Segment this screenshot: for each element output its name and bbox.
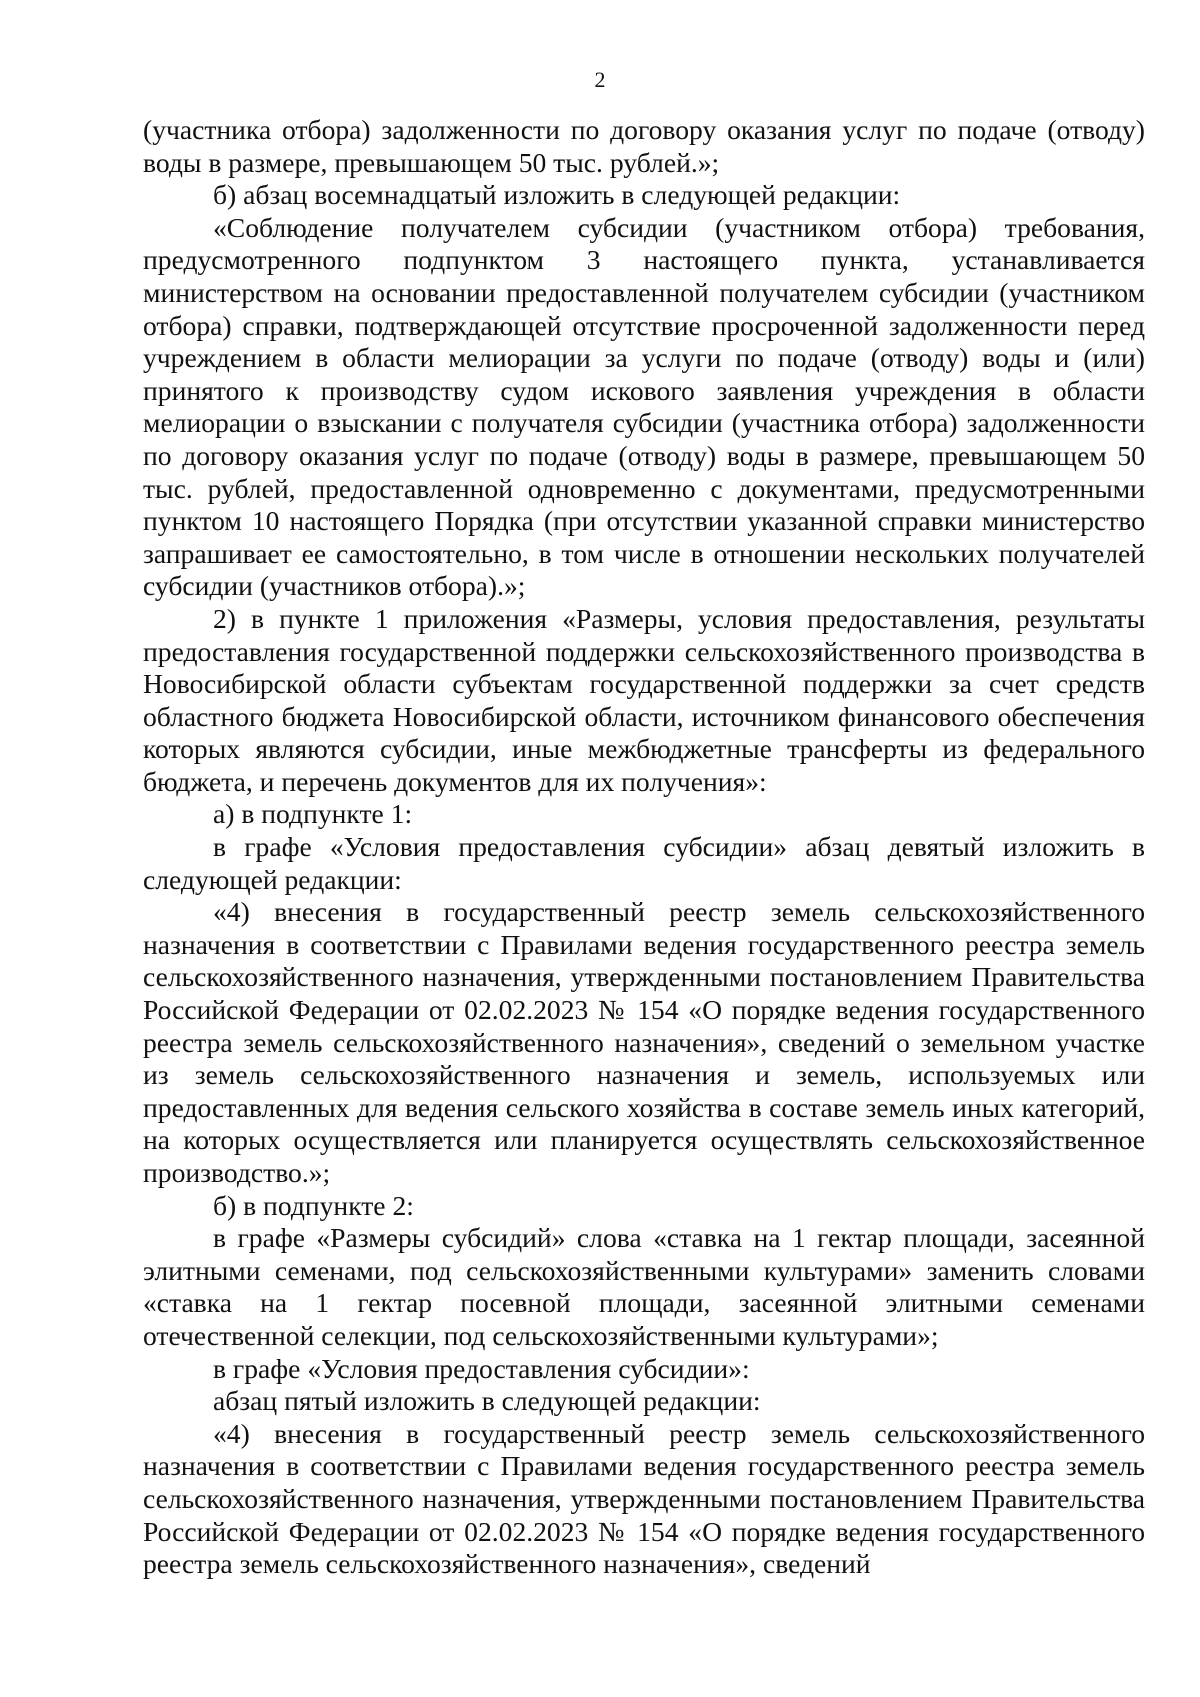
paragraph: «Соблюдение получателем субсидии (участником отбора) требования, предусмотренного подпунктом 3 настоящего пункта, устанавливается министерством на основании предоставленной получателем субсидии (участником отбора) справки, подтверждающей отсутствие просроченной задолженности перед учреждением в области мелиорации за услуги по подаче (отводу) воды и (или) принятого к производству судом искового заявления учреждения в области мелиорации о взыскании с получателя субсидии (участника отбора) задолженности по договору оказания услуг по подаче (отводу) воды в размере, превышающем 50 тыс. рублей, предоставленной одновременно с документами, предусмотренными пунктом 10 настоящего Порядка (при отсутствии указанной справки министерство запрашивает ее самостоятельно, в том числе в отношении нескольких получателей субсидии (участников отбора).»; bbox=[143, 211, 1145, 602]
paragraph: в графе «Условия предоставления субсидии» абзац девятый изложить в следующей редакции: bbox=[143, 831, 1145, 895]
page-number: 2 bbox=[594, 67, 606, 92]
paragraph: б) абзац восемнадцатый изложить в следующей редакции: bbox=[213, 179, 901, 211]
paragraph: в графе «Условия предоставления субсидии»: bbox=[213, 1352, 750, 1384]
paragraph: в графе «Размеры субсидий» слова «ставка на 1 гектар площади, засеянной элитными семенами, под сельскохозяйственными культурами» заменить словами «ставка на 1 гектар посевной площади, засеянной элитными семенами отечественной селекции, под сельскохозяйственными культурами»; bbox=[143, 1222, 1145, 1351]
paragraph: «4) внесения в государственный реестр земель сельскохозяйственного назначения в соответствии с Правилами ведения государственного реестра земель сельскохозяйственного назначения, утвержденными постановлением Правительства Российской Федерации от 02.02.2023 № 154 «О порядке ведения государственного реестра земель сельскохозяйственного назначения», сведений о земельном участке из земель сельскохозяйственного назначения и земель, используемых или предоставленных для ведения сельского хозяйства в составе земель иных категорий, на которых осуществляется или планируется осуществлять сельскохозяйственное производство.»; bbox=[143, 896, 1145, 1188]
paragraph: абзац пятый изложить в следующей редакции: bbox=[213, 1385, 761, 1417]
paragraph: (участника отбора) задолженности по договору оказания услуг по подаче (отводу) воды в размере, превышающем 50 тыс. рублей.»; bbox=[143, 114, 1145, 178]
paragraph: 2) в пункте 1 приложения «Размеры, условия предоставления, результаты предоставления государственной поддержки сельскохозяйственного производства в Новосибирской области субъектам государственной поддержки за счет средств областного бюджета Новосибирской области, источником финансового обеспечения которых являются субсидии, иные межбюджетные трансферты из федерального бюджета, и перечень документов для их получения»: bbox=[143, 602, 1145, 797]
paragraph: «4) внесения в государственный реестр земель сельскохозяйственного назначения в соответствии с Правилами ведения государственного реестра земель сельскохозяйственного назначения, утвержденными постановлением Правительства Российской Федерации от 02.02.2023 № 154 «О порядке ведения государственного реестра земель сельскохозяйственного назначения», сведений bbox=[143, 1417, 1145, 1580]
document-body bbox=[143, 114, 1145, 1581]
paragraph: а) в подпункте 1: bbox=[213, 798, 413, 830]
paragraph: б) в подпункте 2: bbox=[213, 1189, 414, 1221]
